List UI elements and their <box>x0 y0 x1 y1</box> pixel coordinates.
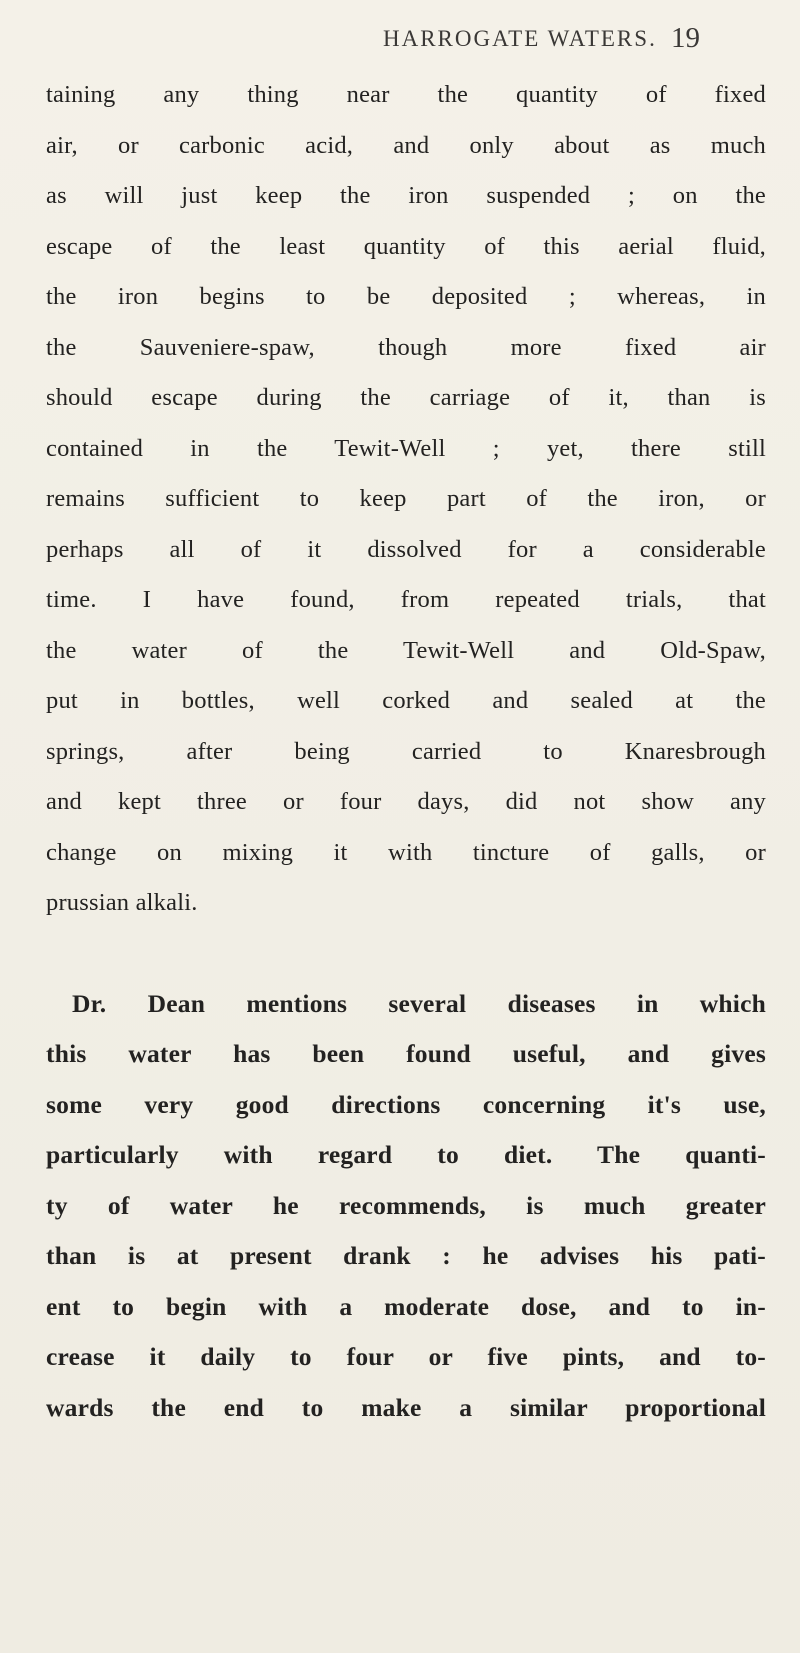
paragraph-2 <box>46 979 766 1434</box>
text-line: contained in the Tewit-Well ; yet, there still <box>46 434 766 462</box>
text-line: perhaps all of it dissolved for a considerable <box>46 535 766 563</box>
text-line: escape of the least quantity of this aerial fluid, <box>46 232 766 260</box>
text-line: ent to begin with a moderate dose, and to in- <box>46 1291 766 1321</box>
text-line: this water has been found useful, and gives <box>46 1039 766 1068</box>
text-line: air, or carbonic acid, and only about as much <box>46 131 766 159</box>
text-line: and kept three or four days, did not show any <box>46 788 766 815</box>
text-line: springs, after being carried to Knaresbrough <box>46 737 766 765</box>
text-line: wards the end to make a similar proportional <box>46 1392 766 1422</box>
text-line: the Sauveniere-spaw, though more fixed air <box>46 333 766 361</box>
text-line: Dr. Dean mentions several diseases in which <box>72 988 766 1018</box>
text-line: as will just keep the iron suspended ; on the <box>46 182 766 209</box>
text-line: crease it daily to four or five pints, and to- <box>46 1342 766 1371</box>
text-line: than is at present drank : he advises his pati- <box>46 1241 766 1270</box>
text-line: time. I have found, from repeated trials, that <box>46 586 766 613</box>
text-line: remains sufficient to keep part of the iron, or <box>46 485 766 512</box>
text-line: change on mixing it with tincture of galls, or <box>46 838 766 866</box>
body-text <box>46 70 766 1433</box>
text-line: taining any thing near the quantity of fixed <box>46 81 766 108</box>
text-line: some very good directions concerning it's use, <box>46 1089 766 1119</box>
page-number: 19 <box>671 22 700 54</box>
text-line: put in bottles, well corked and sealed at the <box>46 687 766 714</box>
text-line: should escape during the carriage of it, than is <box>46 384 766 411</box>
text-line: the iron begins to be deposited ; whereas, in <box>46 283 766 310</box>
paragraph-1 <box>46 70 766 929</box>
text-line: prussian alkali. <box>46 889 198 916</box>
running-head <box>0 18 800 58</box>
text-line: particularly with regard to diet. The quanti- <box>46 1140 766 1169</box>
text-line: the water of the Tewit-Well and Old-Spaw, <box>46 636 766 664</box>
running-head-title: HARROGATE WATERS. <box>383 26 657 51</box>
text-line: ty of water he recommends, is much greater <box>46 1190 766 1220</box>
